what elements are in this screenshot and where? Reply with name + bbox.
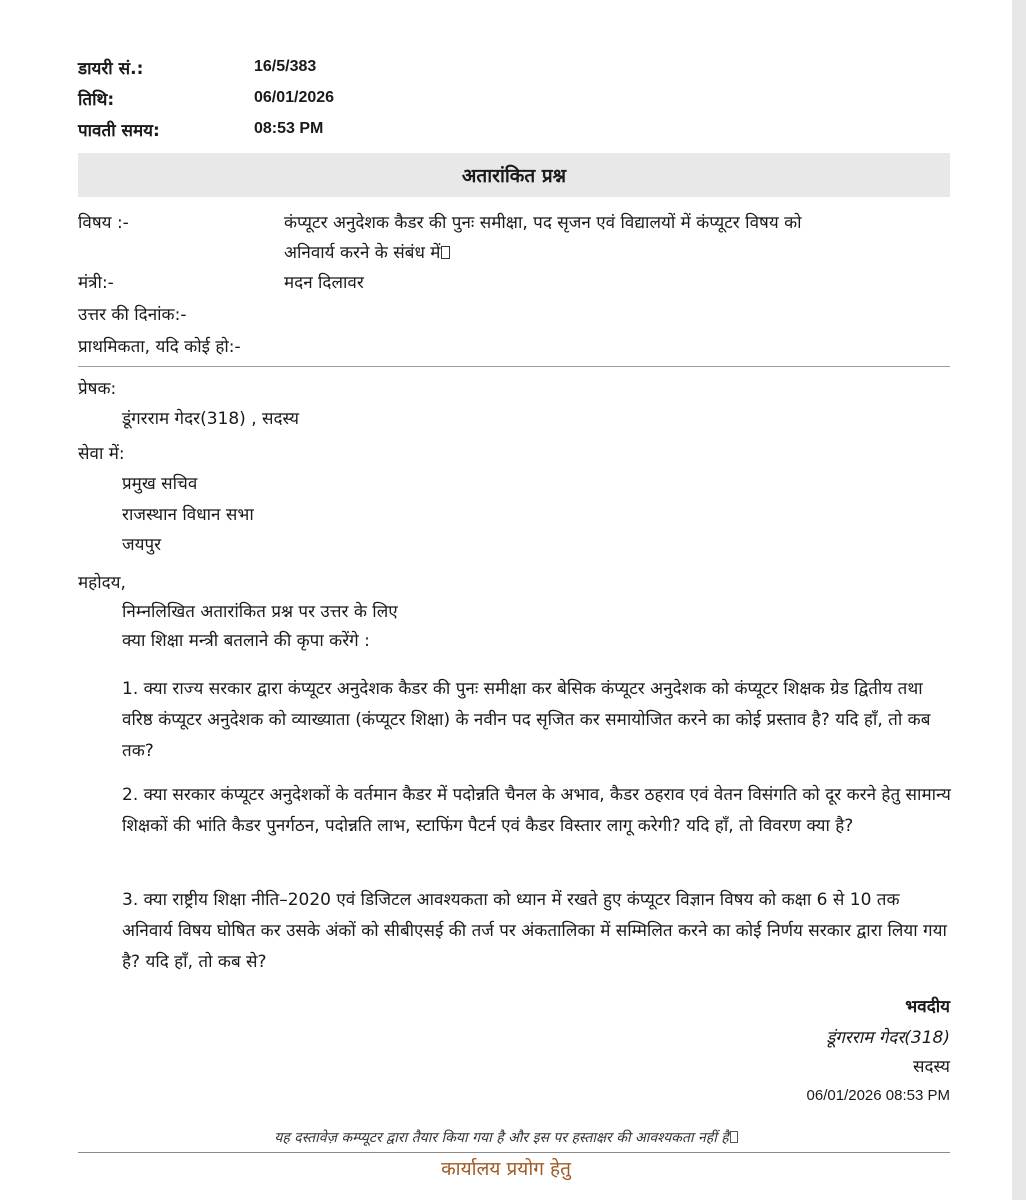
- receipt-time-label: पावती समय:: [78, 121, 160, 141]
- recipient-label: सेवा में:: [78, 444, 125, 464]
- recipient-line: राजस्थान विधान सभा: [122, 505, 254, 525]
- missing-glyph-icon: [730, 1131, 738, 1143]
- salutation: महोदय,: [78, 573, 126, 593]
- footer-divider: [78, 1152, 950, 1153]
- receipt-time-value: 08:53 PM: [254, 120, 324, 137]
- minister-value: मदन दिलावर: [284, 273, 364, 293]
- subject-label: विषय :-: [78, 213, 129, 233]
- signed-timestamp: 06/01/2026 08:53 PM: [806, 1087, 950, 1104]
- question-item: 2. क्या सरकार कंप्यूटर अनुदेशकों के वर्तमान कैडर में पदोन्नति चैनल के अभाव, कैडर ठहराव एवं वेतन विसंगति को दूर करने हेतु सामान्य शिक्षकों की भांति कैडर पुनर्गठन, पदोन्नति लाभ, स्टाफिंग पैटर्न एवं कैडर विस्तार लागू करेगी? यदि हाँ, तो विवरण क्या है?: [122, 785, 951, 836]
- signature-name: डूंगरराम गेदर(318): [826, 1028, 950, 1048]
- subject-line-2-text: अनिवार्य करने के संबंध में: [284, 243, 441, 263]
- sender-name: डूंगरराम गेदर(318) , सदस्य: [122, 409, 300, 429]
- missing-glyph-icon: [441, 246, 450, 259]
- computer-generated-note-text: यह दस्तावेज़ कम्प्यूटर द्वारा तैयार किया गया है और इस पर हस्ताक्षर की आवश्यकता नहीं है: [274, 1130, 729, 1146]
- diary-number-value: 16/5/383: [254, 58, 317, 75]
- computer-generated-note: [0, 1128, 1012, 1147]
- intro-line-2: क्या शिक्षा मन्त्री बतलाने की कृपा करेंगे :: [122, 631, 370, 651]
- answer-date-label: उत्तर की दिनांक:-: [78, 305, 187, 325]
- date-value: 06/01/2026: [254, 89, 335, 106]
- minister-label: मंत्री:-: [78, 273, 114, 293]
- document-title: अतारांकित प्रश्न: [78, 153, 950, 197]
- section-divider: [78, 366, 950, 367]
- diary-number-label: डायरी सं.:: [78, 59, 144, 79]
- scrollbar-track[interactable]: [1012, 0, 1026, 1200]
- sender-label: प्रेषक:: [78, 379, 117, 399]
- question-item: 3. क्या राष्ट्रीय शिक्षा नीति–2020 एवं डिजिटल आवश्यकता को ध्यान में रखते हुए कंप्यूटर विज्ञान विषय को कक्षा 6 से 10 तक अनिवार्य विषय घोषित कर उसके अंकों को सीबीएसई की तर्ज पर अंकतालिका में सम्मिलित करने का कोई निर्णय सरकार द्वारा लिया गया है? यदि हाँ, तो कब से?: [122, 890, 947, 972]
- question-item: 1. क्या राज्य सरकार द्वारा कंप्यूटर अनुदेशक कैडर की पुनः समीक्षा कर बेसिक कंप्यूटर अनुदेशक को कंप्यूटर शिक्षक ग्रेड द्वितीय तथा वरिष्ठ कंप्यूटर अनुदेशक को व्याख्याता (कंप्यूटर शिक्षा) के नवीन पद सृजित कर समायोजित करने का कोई प्रस्ताव है? यदि हाँ, तो कब तक?: [122, 679, 931, 761]
- subject-line-1: कंप्यूटर अनुदेशक कैडर की पुनः समीक्षा, पद सृजन एवं विद्यालयों में कंप्यूटर विषय को: [284, 213, 802, 233]
- designation: सदस्य: [913, 1057, 950, 1077]
- recipient-line: जयपुर: [122, 535, 162, 555]
- intro-line-1: निम्नलिखित अतारांकित प्रश्न पर उत्तर के लिए: [122, 602, 398, 622]
- subject-line-2: [284, 240, 450, 263]
- priority-label: प्राथमिकता, यदि कोई हो:-: [78, 337, 241, 357]
- date-label: तिथि:: [78, 90, 115, 110]
- sign-off: भवदीय: [905, 997, 950, 1017]
- recipient-line: प्रमुख सचिव: [122, 474, 198, 494]
- office-use-label: कार्यालय प्रयोग हेतु: [441, 1158, 571, 1180]
